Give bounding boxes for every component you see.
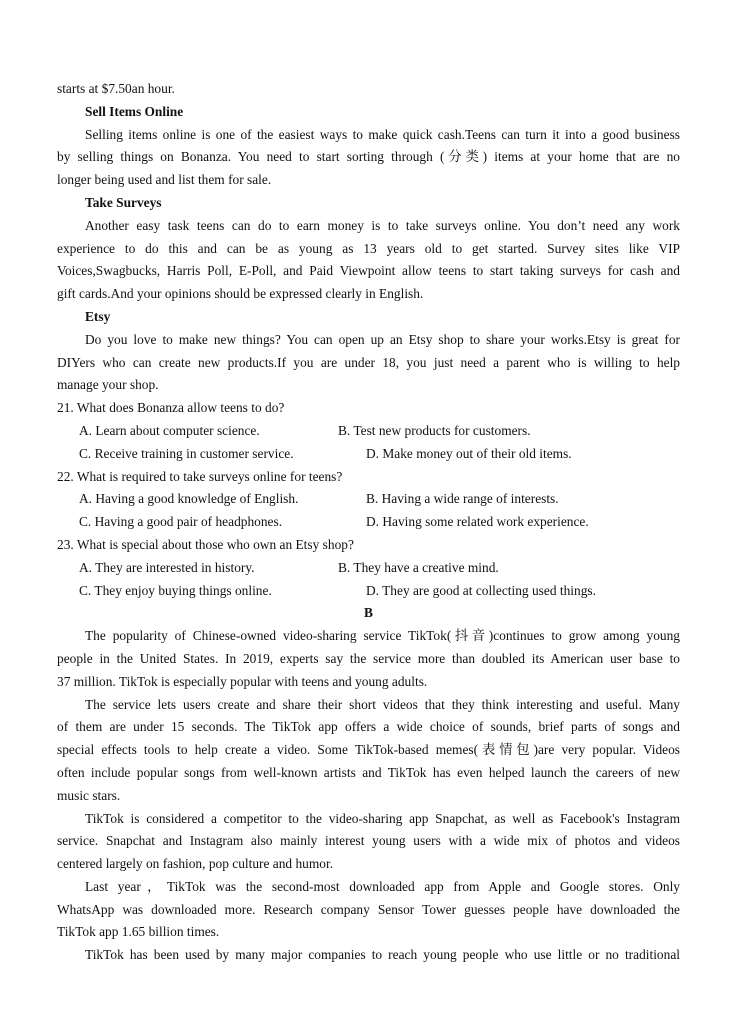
paragraph-line: Selling items online is one of the easiest ways to make quick cash.Teens can turn it into a good business xyxy=(85,126,680,142)
option-b: B. They have a creative mind. xyxy=(338,559,499,575)
paragraph-line: Another easy task teens can do to earn money is to take surveys online. You don’t need any work xyxy=(85,217,680,233)
option-d: D. They are good at collecting used things. xyxy=(366,582,596,598)
paragraph-line: Last year，TikTok was the second-most downloaded app from Apple and Google stores. Only xyxy=(85,878,680,894)
page-content xyxy=(57,78,680,967)
paragraph-line: TikTok has been used by many major companies to reach young people who use little or no traditional xyxy=(85,947,680,963)
question-23-options-row-1 xyxy=(57,557,680,580)
paragraph-line: centered largely on fashion, pop culture and humor. xyxy=(57,856,334,872)
paragraph-line: DIYers who can create new products.If you are under 18, you just need a parent who is willing to help xyxy=(57,354,680,370)
option-b: B. Test new products for customers. xyxy=(338,422,531,438)
paragraph-line: people in the United States. In 2019, experts say the service more than doubled its American user base to xyxy=(57,650,680,666)
option-a: A. Having a good knowledge of English. xyxy=(79,491,299,507)
paragraph-line: manage your shop. xyxy=(57,377,159,393)
paragraph-line: music stars. xyxy=(57,787,121,803)
section-heading-take-surveys: Take Surveys xyxy=(85,194,162,210)
paragraph-line: gift cards.And your opinions should be expressed clearly in English. xyxy=(57,286,424,302)
paragraph-line: often include popular songs from well-known artists and TikTok has even helped launch the careers of new xyxy=(57,764,680,780)
passage-b-label: B xyxy=(364,605,373,621)
question-23-stem: 23. What is special about those who own an Etsy shop? xyxy=(57,536,354,552)
option-a: A. Learn about computer science. xyxy=(79,422,260,438)
option-b: B. Having a wide range of interests. xyxy=(366,491,559,507)
paragraph-line: by selling things on Bonanza. You need to start sorting through (分类) items at your home that are no xyxy=(57,149,680,165)
option-d: D. Having some related work experience. xyxy=(366,514,589,530)
question-22-options-row-2 xyxy=(57,511,680,534)
question-21-options-row-1 xyxy=(57,420,680,443)
question-22-options-row-1 xyxy=(57,488,680,511)
section-heading-etsy: Etsy xyxy=(85,308,111,324)
paragraph-line: experience to do this and can be as young as 13 years old to get started. Survey sites like VIP xyxy=(57,240,680,256)
paragraph-line: The popularity of Chinese-owned video-sharing service TikTok(抖音)continues to grow among young xyxy=(85,628,680,644)
option-c: C. Receive training in customer service. xyxy=(79,445,294,461)
question-21-stem: 21. What does Bonanza allow teens to do? xyxy=(57,400,285,416)
paragraph-line: Do you love to make new things? You can open up an Etsy shop to share your works.Etsy is great for xyxy=(85,331,680,347)
question-23-options-row-2 xyxy=(57,580,680,603)
question-21-options-row-2 xyxy=(57,443,680,466)
option-d: D. Make money out of their old items. xyxy=(366,445,572,461)
paragraph-line: Voices,Swagbucks, Harris Poll, E-Poll, and Paid Viewpoint allow teens to start taking surveys for cash and xyxy=(57,263,680,279)
paragraph-line: TikTok app 1.65 billion times. xyxy=(57,924,220,940)
paragraph-line: TikTok is considered a competitor to the video-sharing app Snapchat, as well as Facebook's Instagram xyxy=(85,810,680,826)
paragraph-line: The service lets users create and share their short videos that they think interesting and useful. Many xyxy=(85,696,680,712)
intro-tail-line: starts at $7.50an hour. xyxy=(57,81,175,96)
option-a: A. They are interested in history. xyxy=(79,559,255,575)
section-heading-sell-items: Sell Items Online xyxy=(85,103,184,119)
paragraph-line: longer being used and list them for sale. xyxy=(57,172,272,188)
paragraph-line: of them are under 15 seconds. The TikTok app offers a wide choice of sounds, brief parts of songs and xyxy=(57,719,680,735)
option-c: C. They enjoy buying things online. xyxy=(79,582,272,598)
option-c: C. Having a good pair of headphones. xyxy=(79,514,283,530)
paragraph-line: service. Snapchat and Instagram also mainly interest young users with a wide mix of photos and videos xyxy=(57,833,680,849)
question-22-stem: 22. What is required to take surveys online for teens? xyxy=(57,468,343,484)
paragraph-line: 37 million. TikTok is especially popular with teens and young adults. xyxy=(57,673,428,689)
paragraph-line: special effects tools to help create a video. Some TikTok-based memes(表情包)are very popular. Videos xyxy=(57,742,680,758)
paragraph-line: WhatsApp was downloaded more. Research company Sensor Tower guesses people have downloaded the xyxy=(57,901,680,917)
